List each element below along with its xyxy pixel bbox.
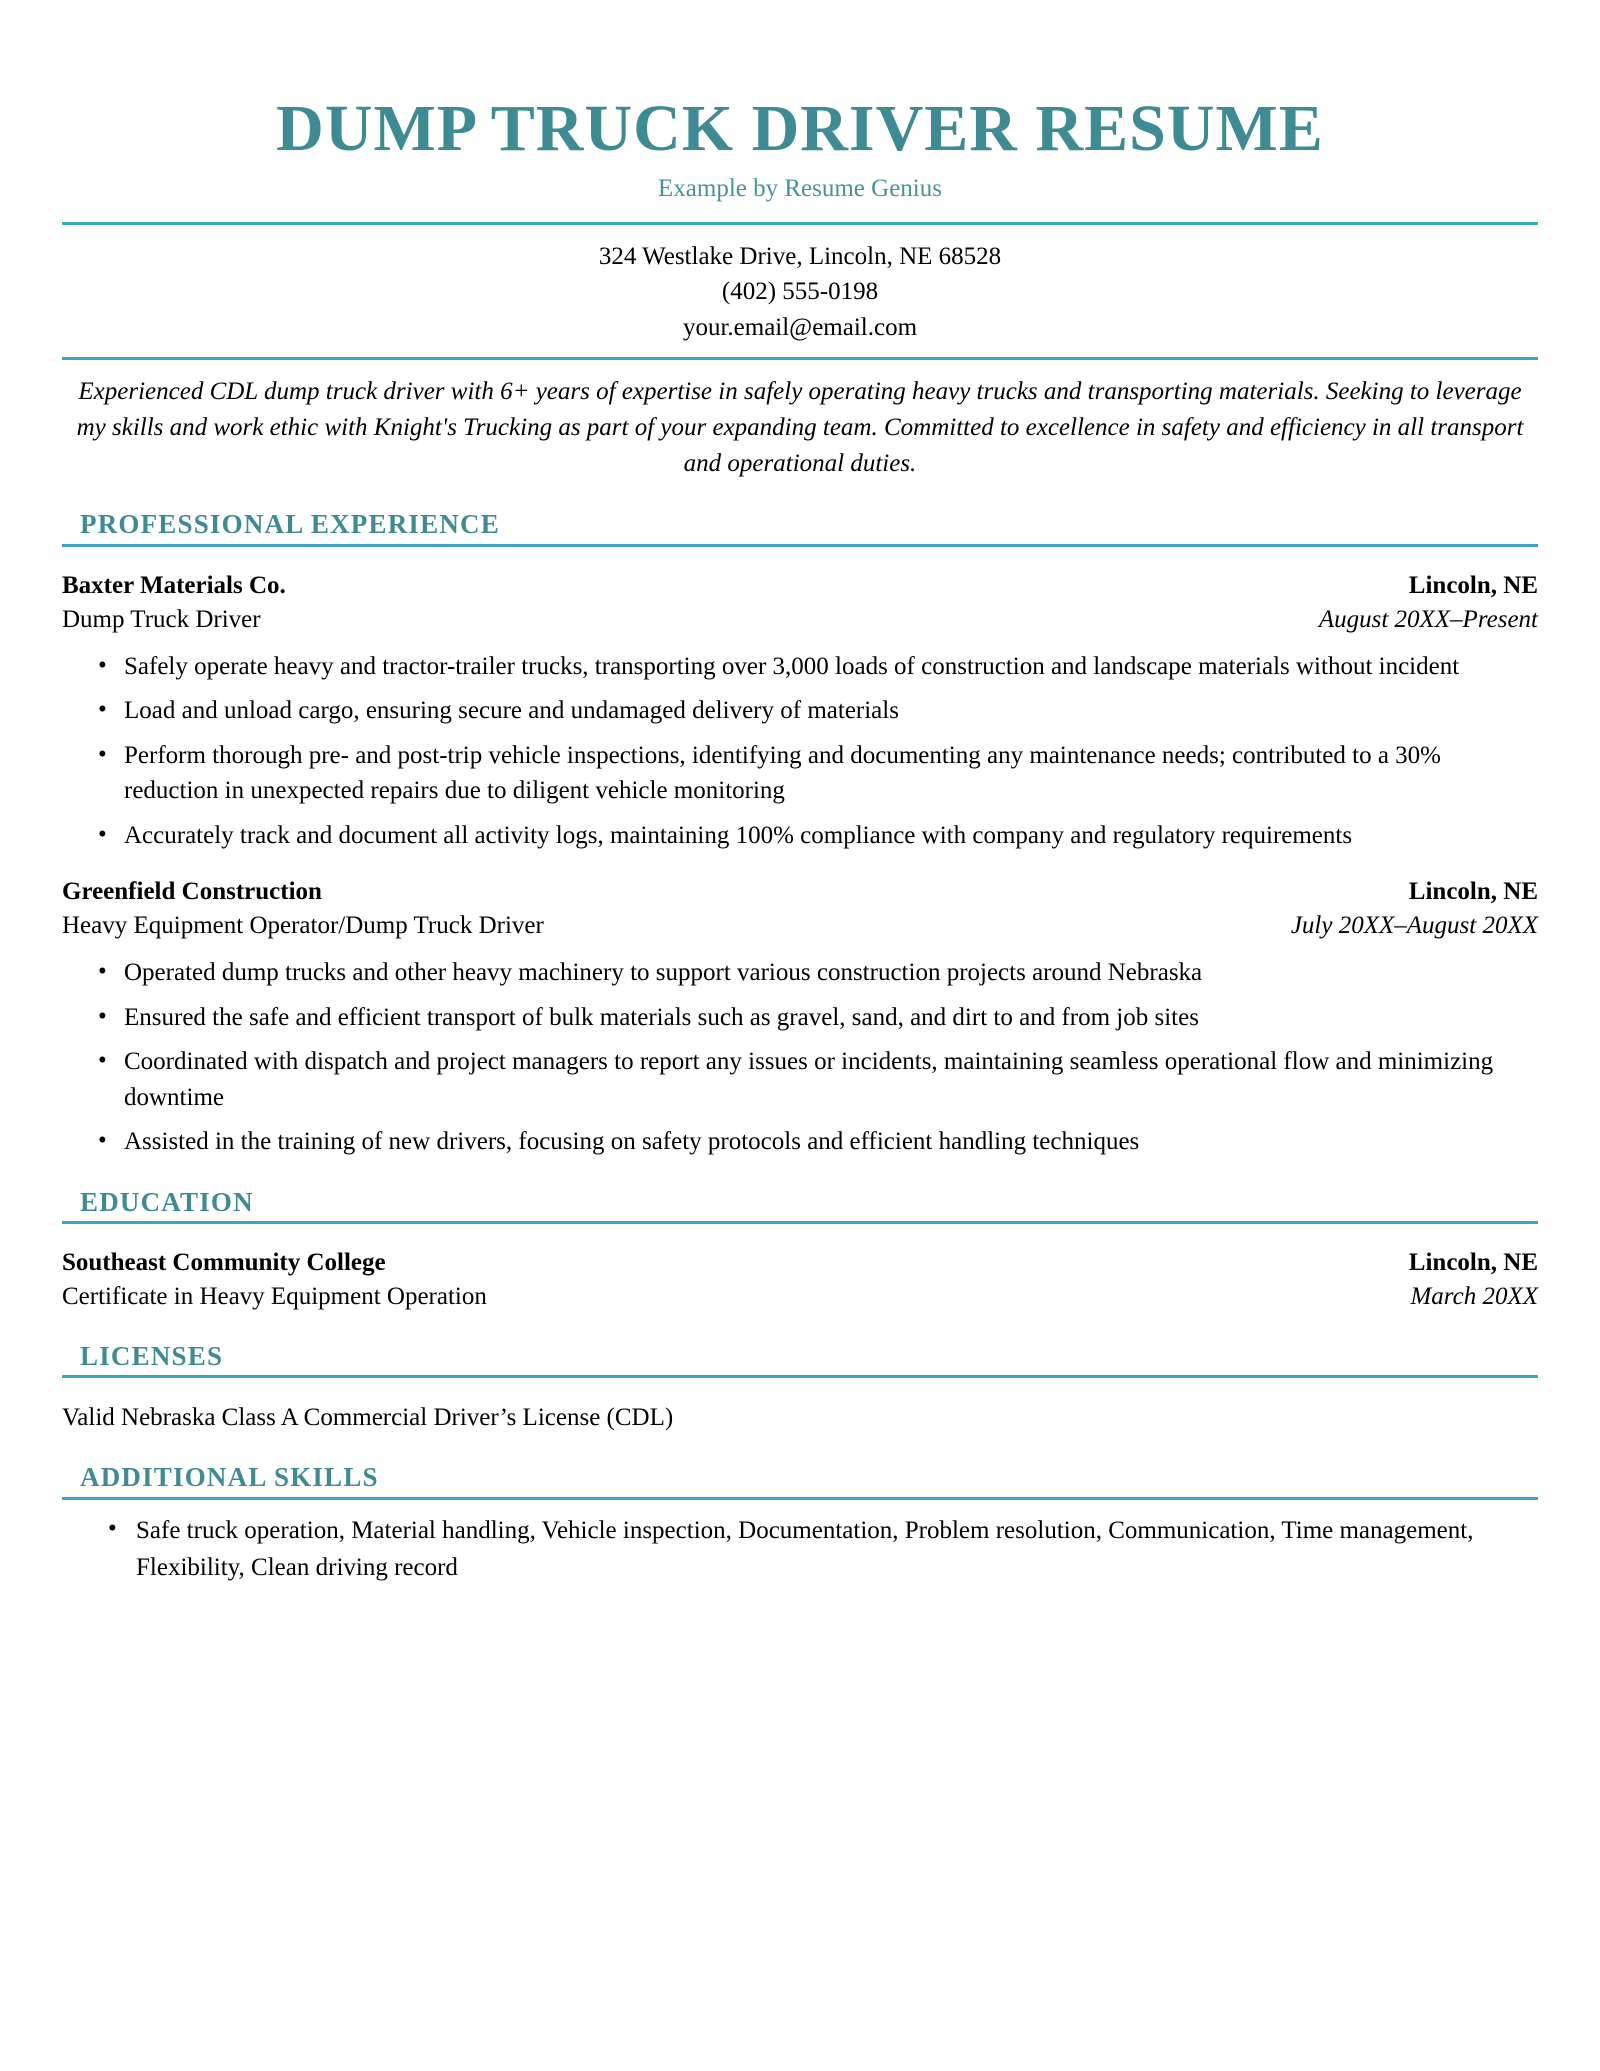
education-location: Lincoln, NE	[1408, 1248, 1538, 1276]
resume-summary: Experienced CDL dump truck driver with 6+ years of expertise in safely operating heavy trucks and transporting materials. Seeking to leverage my skills and work ethic with Knight's Trucking as part of your expanding team. Committed to excellence in safety and efficiency in all transport and operational duties.	[76, 378, 1524, 478]
section-divider-experience	[62, 544, 1538, 547]
list-item: • Safely operate heavy and tractor-trailer trucks, transporting over 3,000 loads of construction and landscape materials without incident	[62, 649, 1538, 685]
education-entry-row-degree	[62, 1280, 1538, 1314]
section-heading-skills: ADDITIONAL SKILLS	[80, 1462, 379, 1493]
education-entry-row-org	[62, 1246, 1538, 1280]
list-item: • Accurately track and document all activity logs, maintaining 100% compliance with company and regulatory requirements	[62, 818, 1538, 854]
education-date: March 20XX	[1410, 1282, 1538, 1310]
list-item: • Load and unload cargo, ensuring secure and undamaged delivery of materials	[62, 693, 1538, 729]
section-additional-skills	[62, 1461, 1538, 1585]
experience-location: Lincoln, NE	[1408, 878, 1538, 906]
education-school: Southeast Community College	[62, 1248, 386, 1276]
section-education	[62, 1186, 1538, 1314]
list-item: • Perform thorough pre- and post-trip vehicle inspections, identifying and documenting any maintenance needs; contributed to a 30% reduction in unexpected repairs due to diligent vehicle monitoring	[62, 738, 1538, 809]
list-item: • Coordinated with dispatch and project managers to report any issues or incidents, maintaining seamless operational flow and minimizing downtime	[62, 1044, 1538, 1115]
section-heading-education: EDUCATION	[80, 1186, 254, 1217]
contact-info	[62, 225, 1538, 358]
experience-dates: July 20XX–August 20XX	[1290, 912, 1538, 940]
list-item: • Safe truck operation, Material handling, Vehicle inspection, Documentation, Problem resolution, Communication, Time management, Flexibility, Clean driving record	[62, 1512, 1538, 1586]
education-entry	[62, 1246, 1538, 1314]
skills-list	[62, 1512, 1538, 1586]
experience-location: Lincoln, NE	[1408, 571, 1538, 599]
resume-header	[62, 92, 1538, 204]
contact-phone: (402) 555-0198	[721, 278, 879, 306]
section-heading-experience: PROFESSIONAL EXPERIENCE	[80, 509, 500, 540]
section-professional-experience	[62, 508, 1538, 1159]
experience-company: Baxter Materials Co.	[62, 571, 286, 599]
experience-company: Greenfield Construction	[62, 878, 322, 906]
section-heading-licenses: LICENSES	[80, 1340, 224, 1371]
list-item: • Assisted in the training of new drivers, focusing on safety protocols and efficient handling techniques	[62, 1124, 1538, 1160]
list-item: • Ensured the safe and efficient transport of bulk materials such as gravel, sand, and dirt to and from job sites	[62, 1000, 1538, 1036]
contact-email: your.email@email.com	[682, 313, 918, 341]
section-divider-licenses	[62, 1375, 1538, 1378]
experience-entry-row-org	[62, 875, 1538, 909]
license-item: Valid Nebraska Class A Commercial Driver’s License (CDL)	[62, 1404, 674, 1432]
section-divider-skills	[62, 1497, 1538, 1500]
education-degree: Certificate in Heavy Equipment Operation	[62, 1282, 487, 1310]
experience-entry-row-org	[62, 569, 1538, 603]
experience-bullets	[62, 955, 1538, 1160]
list-item: • Operated dump trucks and other heavy machinery to support various construction projects around Nebraska	[62, 955, 1538, 991]
experience-bullets	[62, 649, 1538, 854]
experience-entry	[62, 569, 1538, 854]
experience-entry	[62, 875, 1538, 1160]
experience-dates: August 20XX–Present	[1318, 605, 1538, 633]
experience-entry-row-role	[62, 909, 1538, 943]
section-divider-education	[62, 1221, 1538, 1224]
experience-job-title: Dump Truck Driver	[62, 605, 261, 633]
experience-entry-row-role	[62, 603, 1538, 637]
section-licenses	[62, 1340, 1538, 1435]
resume-subtitle: Example by Resume Genius	[658, 174, 942, 202]
contact-address: 324 Westlake Drive, Lincoln, NE 68528	[598, 242, 1002, 270]
page-title: DUMP TRUCK DRIVER RESUME	[276, 92, 1324, 165]
experience-job-title: Heavy Equipment Operator/Dump Truck Driver	[62, 912, 544, 940]
